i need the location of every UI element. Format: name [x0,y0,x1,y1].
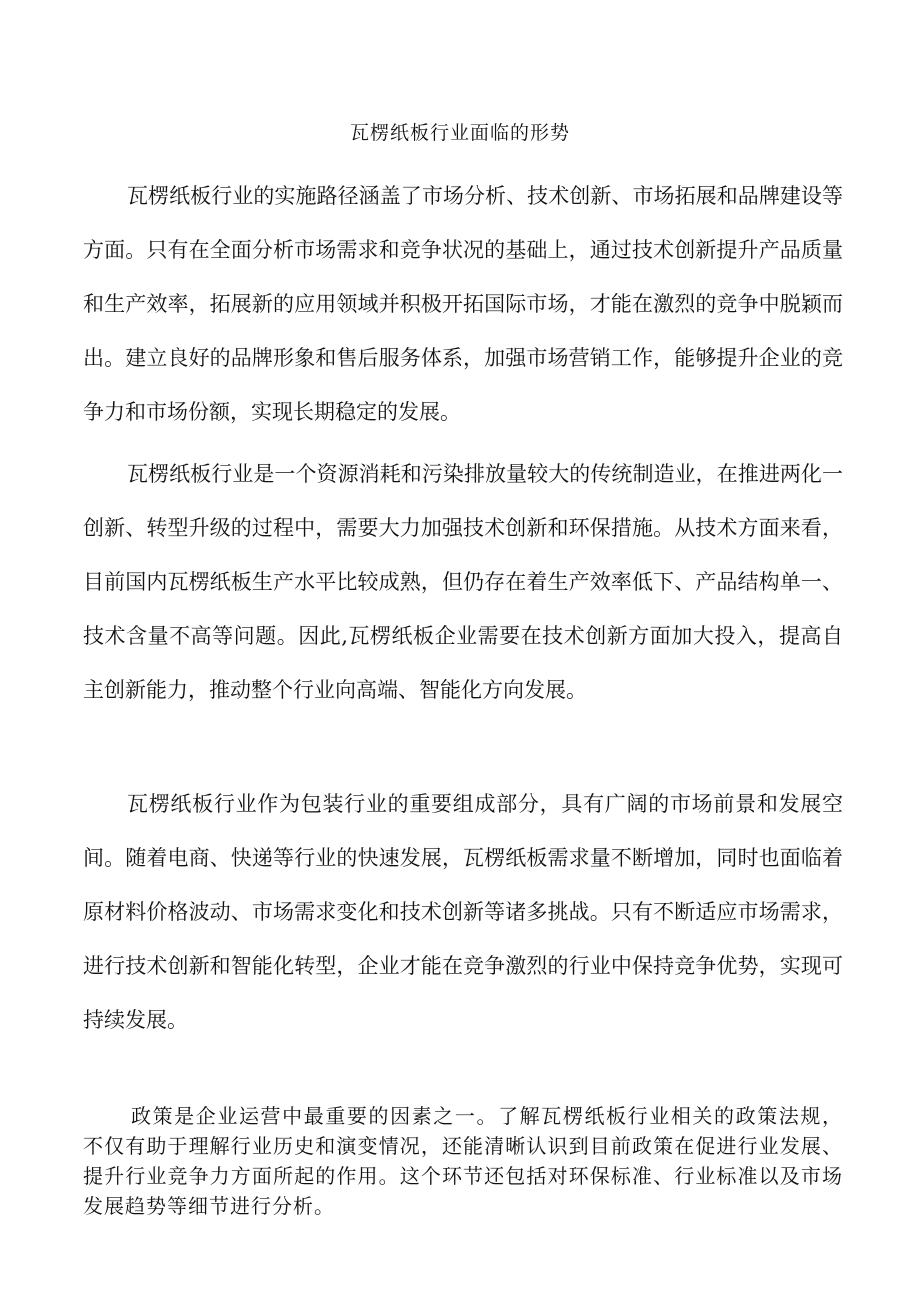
paragraph-technical-innovation: 瓦楞纸板行业是一个资源消耗和污染排放量较大的传统制造业，在推进两化一创新、转型升级的过程中，需要大力加强技术创新和环保措施。从技术方面来看，目前国内瓦楞纸板生产水平比较成熟，但仍存在着生产效率低下、产品结构单一、技术含量不高等问题。因此,瓦楞纸板企业需要在技术创新方面加大投入，提高自主创新能力，推动整个行业向高端、智能化方向发展。 [83,462,843,702]
paragraph-implementation-path: 瓦楞纸板行业的实施路径涵盖了市场分析、技术创新、市场拓展和品牌建设等方面。只有在全面分析市场需求和竞争状况的基础上，通过技术创新提升产品质量和生产效率，拓展新的应用领域并积极开拓国际市场，才能在激烈的竞争中脱颖而出。建立良好的品牌形象和售后服务体系，加强市场营销工作，能够提升企业的竞争力和市场份额，实现长期稳定的发展。 [83,184,843,424]
paragraph-policy: 政策是企业运营中最重要的因素之一。了解瓦楞纸板行业相关的政策法规，不仅有助于理解行业历史和演变情况，还能清晰认识到目前政策在促进行业发展、提升行业竞争力方面所起的作用。这个环节还包括对环保标准、行业标准以及市场发展趋势等细节进行分析。 [83,1104,843,1218]
paragraph-market-prospects: 瓦楞纸板行业作为包装行业的重要组成部分，具有广阔的市场前景和发展空间。随着电商、快递等行业的快速发展，瓦楞纸板需求量不断增加，同时也面临着原材料价格波动、市场需求变化和技术创新等诸多挑战。只有不断适应市场需求，进行技术创新和智能化转型，企业才能在竞争激烈的行业中保持竞争优势，实现可持续发展。 [83,792,843,1032]
document-title: 瓦楞纸板行业面临的形势 [349,122,570,144]
